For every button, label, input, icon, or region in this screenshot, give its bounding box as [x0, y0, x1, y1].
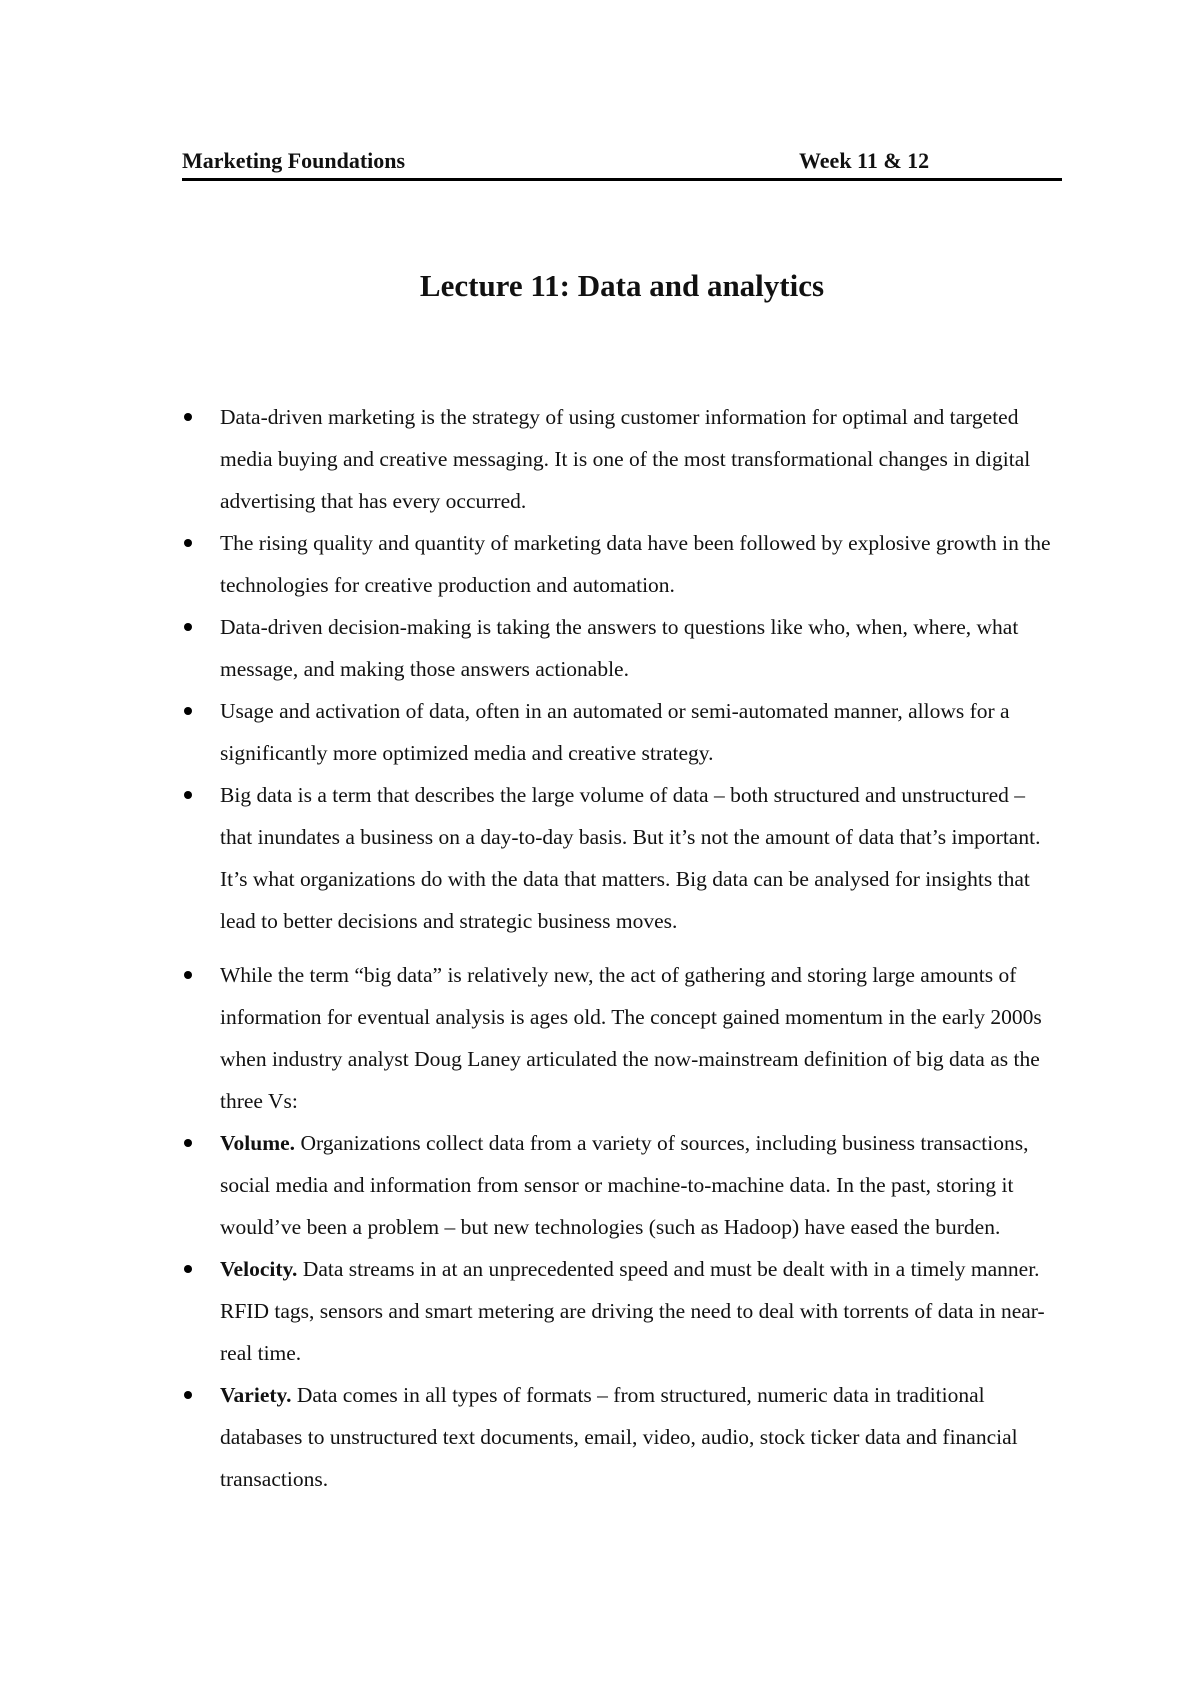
bullet-text: Data comes in all types of formats – from structured, numeric data in traditional databases to unstructured text documents, email, video, audio, stock ticker data and financial transactions.	[220, 1383, 1018, 1491]
bullet-term: Volume.	[220, 1131, 296, 1155]
week-label: Week 11 & 12	[799, 148, 930, 173]
bullet-item	[182, 396, 1062, 522]
bullet-dot-icon	[184, 539, 192, 547]
bullet-list	[182, 396, 1062, 1500]
course-name: Marketing Foundations	[182, 148, 406, 173]
bullet-item	[182, 522, 1062, 606]
bullet-item	[182, 954, 1062, 1122]
bullet-dot-icon	[184, 1139, 192, 1147]
bullet-dot-icon	[184, 971, 192, 979]
bullet-dot-icon	[184, 707, 192, 715]
bullet-text: Data streams in at an unprecedented speed and must be dealt with in a timely manner. RFID tags, sensors and smart metering are driving the need to deal with torrents of data in near-real time.	[220, 1257, 1045, 1365]
bullet-term: Variety.	[220, 1383, 292, 1407]
bullet-text: The rising quality and quantity of marketing data have been followed by explosive growth in the technologies for creative production and automation.	[220, 531, 1051, 597]
bullet-dot-icon	[184, 1391, 192, 1399]
bullet-text: Big data is a term that describes the large volume of data – both structured and unstructured – that inundates a business on a day-to-day basis. But it’s not the amount of data that’s important. It’s what organizations do with the data that matters. Big data can be analysed for insights that lead to better decisions and strategic business moves.	[220, 783, 1041, 933]
bullet-item	[182, 690, 1062, 774]
page-header	[182, 144, 1062, 181]
bullet-item-variety	[182, 1374, 1062, 1500]
bullet-text: Data-driven marketing is the strategy of using customer information for optimal and targeted media buying and creative messaging. It is one of the most transformational changes in digital advertising that has every occurred.	[220, 405, 1031, 513]
bullet-item-velocity	[182, 1248, 1062, 1374]
bullet-dot-icon	[184, 623, 192, 631]
bullet-item-volume	[182, 1122, 1062, 1248]
bullet-item	[182, 774, 1062, 942]
lecture-title: Lecture 11: Data and analytics	[419, 268, 825, 303]
bullet-text: Usage and activation of data, often in an automated or semi-automated manner, allows for a significantly more optimized media and creative strategy.	[220, 699, 1010, 765]
bullet-text: Organizations collect data from a variety of sources, including business transactions, social media and information from sensor or machine-to-machine data. In the past, storing it would’ve been a problem – but new technologies (such as Hadoop) have eased the burden.	[220, 1131, 1029, 1239]
bullet-dot-icon	[184, 791, 192, 799]
bullet-dot-icon	[184, 1265, 192, 1273]
bullet-text: While the term “big data” is relatively new, the act of gathering and storing large amounts of information for eventual analysis is ages old. The concept gained momentum in the early 2000s when industry analyst Doug Laney articulated the now-mainstream definition of big data as the three Vs:	[220, 963, 1042, 1113]
bullet-term: Velocity.	[220, 1257, 298, 1281]
bullet-text: Data-driven decision-making is taking the answers to questions like who, when, where, what message, and making those answers actionable.	[220, 615, 1019, 681]
bullet-item	[182, 606, 1062, 690]
bullet-dot-icon	[184, 413, 192, 421]
